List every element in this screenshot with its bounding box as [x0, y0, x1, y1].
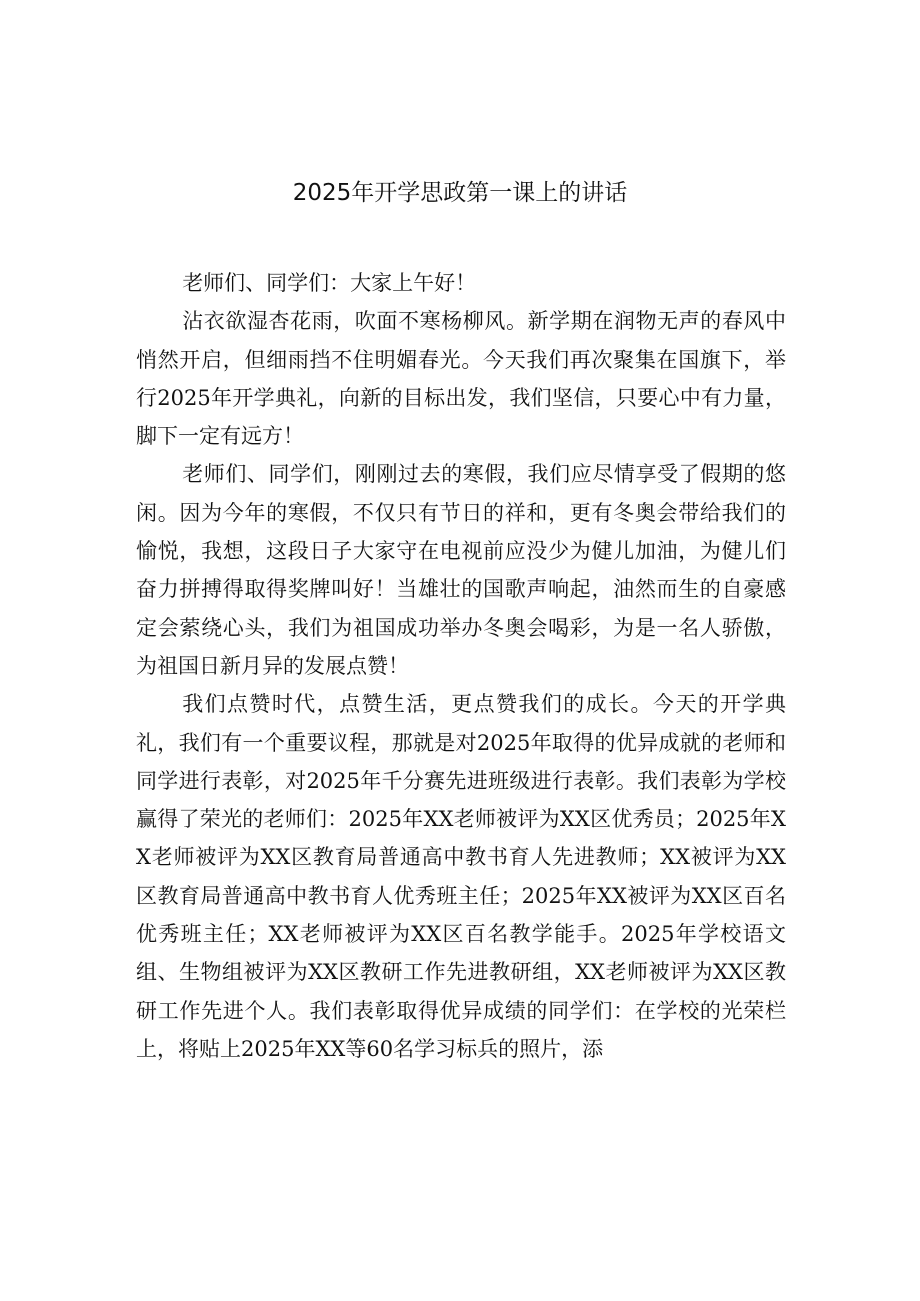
paragraph-winter-break: 老师们、同学们，刚刚过去的寒假，我们应尽情享受了假期的悠闲。因为今年的寒假，不仅只有节日的祥和，更有冬奥会带给我们的愉悦，我想，这段日子大家守在电视前应没少为健儿加油，为健儿们奋力拼搏得取得奖牌叫好！当雄壮的国歌声响起，油然而生的自豪感定会萦绕心头，我们为祖国成功举办冬奥会喝彩，为是一名人骄傲，为祖国日新月异的发展点赞！ — [136, 462, 786, 678]
paragraph-opening: 沾衣欲湿杏花雨，吹面不寒杨柳风。新学期在润物无声的春风中悄然开启，但细雨挡不住明媚春光。今天我们再次聚集在国旗下，举行2025年开学典礼，向新的目标出发，我们坚信，只要心中有力量，脚下一定有远方！ — [136, 309, 786, 449]
paragraph-greeting: 老师们、同学们：大家上午好！ — [182, 271, 477, 295]
document-title: 2025年开学思政第一课上的讲话 — [292, 180, 628, 206]
paragraph-commendation: 我们点赞时代，点赞生活，更点赞我们的成长。今天的开学典礼，我们有一个重要议程，那就是对2025年取得的优异成就的老师和同学进行表彰，对2025年千分赛先进班级进行表彰。我们表彰为学校赢得了荣光的老师们：2025年XX老师被评为XX区优秀员；2025年XX老师被评为XX区教育局普通高中教书育人先进教师；XX被评为XX区教育局普通高中教书育人优秀班主任；2025年XX被评为XX区百名优秀班主任；XX老师被评为XX区百名教学能手。2025年学校语文组、生物组被评为XX区教研工作先进教研组，XX老师被评为XX区教研工作先进个人。我们表彰取得优异成绩的同学们：在学校的光荣栏上，将贴上2025年XX等60名学习标兵的照片，添 — [136, 692, 786, 1061]
document-body — [136, 264, 786, 1068]
